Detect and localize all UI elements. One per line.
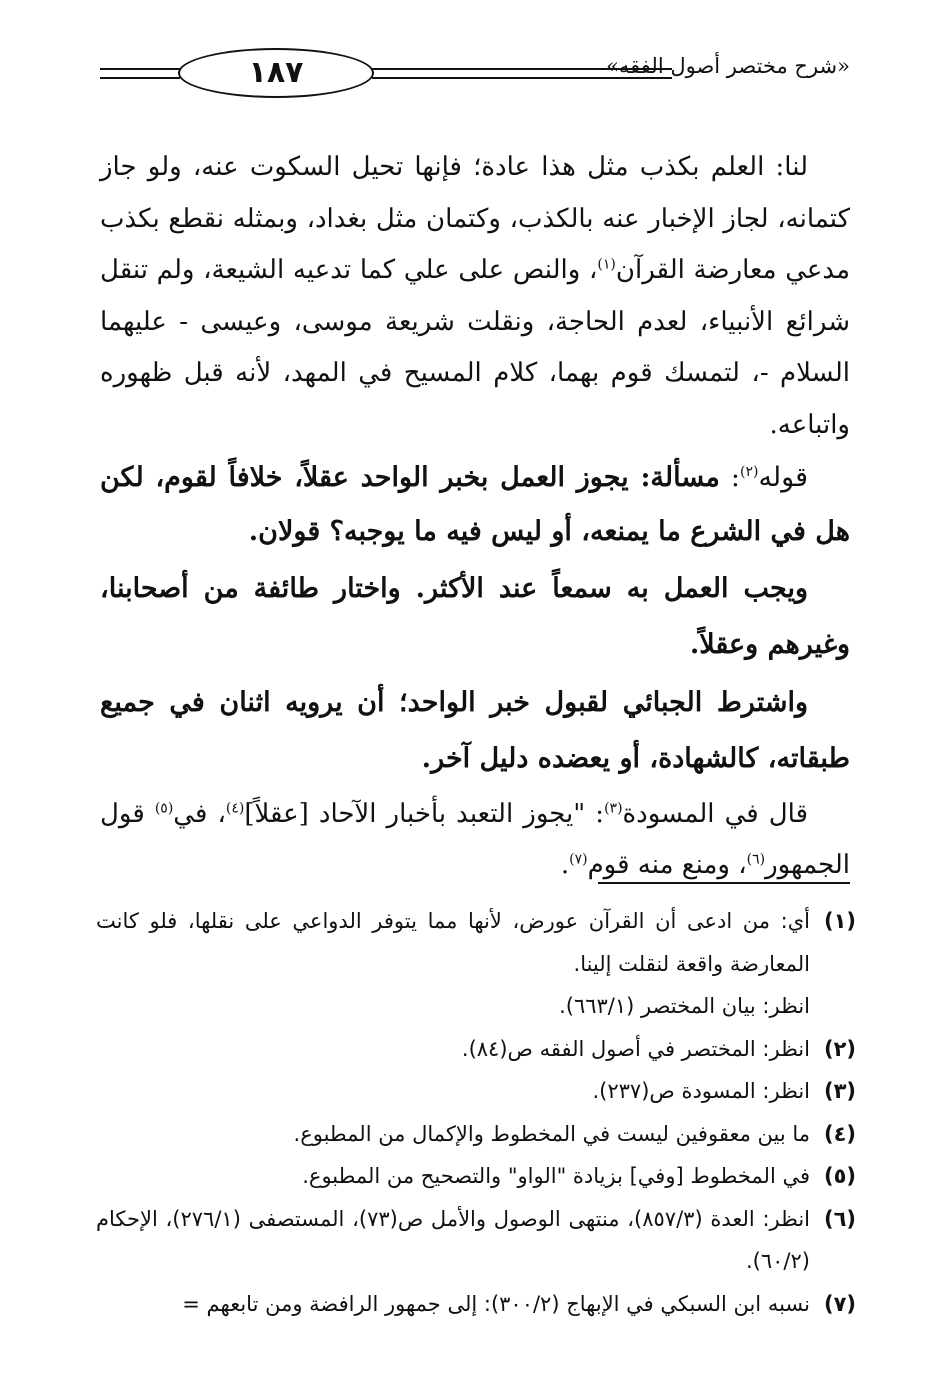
footnote-2 xyxy=(96,1028,856,1071)
paragraph-argument xyxy=(100,142,850,451)
footnote-number: (٤) xyxy=(823,1121,856,1146)
footnote-ref-2[interactable]: (٢) xyxy=(739,464,759,480)
footnote-7 xyxy=(96,1283,856,1326)
page-number: ١٨٧ xyxy=(248,55,304,90)
footnote-ref-3[interactable]: (٣) xyxy=(604,800,623,817)
paragraph-bold-2: ويجب العمل به سمعاً عند الأكثر. واختار طائفة من أصحابنا، وغيرهم وعقلاً. xyxy=(100,573,850,660)
footnote-number: (٢) xyxy=(823,1036,856,1061)
quote-part-f: . xyxy=(560,850,570,880)
footnote-text: نسبه ابن السبكي في الإبهاج (٣٠٠/٢): إلى جمهور الرافضة ومن تابعهم = xyxy=(182,1291,810,1316)
footnote-3 xyxy=(96,1070,856,1113)
footnote-number: (٧) xyxy=(823,1291,856,1316)
footnote-text: ما بين معقوفين ليست في المخطوط والإكمال من المطبوع. xyxy=(293,1121,810,1146)
quote-part-e: ، ومنع منه قوم xyxy=(587,850,747,880)
footnotes xyxy=(96,900,856,1325)
footnote-5 xyxy=(96,1155,856,1198)
header-rule-left xyxy=(100,68,180,79)
footnote-6 xyxy=(96,1198,856,1283)
paragraph-quote xyxy=(100,789,850,891)
footnote-text: أي: من ادعى أن القرآن عورض، لأنها مما يتوفر الدواعي على نقلها، فلو كانت المعارضة واقعة لنقلت إلينا. xyxy=(96,909,810,976)
paragraph-bold-3: واشترط الجبائي لقبول خبر الواحد؛ أن يرويه اثنان في جميع طبقاته، كالشهادة، أو يعضده دليل آخر. xyxy=(100,687,850,774)
footnote-number: (٥) xyxy=(823,1164,856,1188)
footnote-text: انظر: المسودة ص(٢٣٧). xyxy=(592,1079,810,1103)
footnote-text: في المخطوط [وفي] بزيادة "الواو" والتصحيح من المطبوع. xyxy=(302,1164,810,1188)
footnote-ref-5[interactable]: (٥) xyxy=(154,800,174,817)
footnote-number: (٦) xyxy=(823,1206,856,1231)
footnote-1 xyxy=(96,900,856,1028)
issue-text: مسألة: يجوز العمل بخبر الواحد عقلاً، خلافاً لقوم، لكن هل في الشرع ما يمنعه، أو ليس فيه ما يوجبه؟ قولان. xyxy=(100,462,850,547)
quote-part-b: : "يجوز التعبد بأخبار الآحاد [عقلاً] xyxy=(244,799,605,829)
footnote-4 xyxy=(96,1113,856,1156)
quote-part-d: قول الجمهور xyxy=(100,799,850,880)
footnote-text: انظر: بيان المختصر (٦٦٣/١). xyxy=(559,994,810,1018)
paragraph-text-rest: ، والنص على علي كما تدعيه الشيعة، ولم تنقل شرائع الأنبياء، لعدم الحاجة، ونقلت شريعة موسى، وعيسى - عليهما السلام -، لتمسك قوم بهما، كلام المسيح في المهد، لأنه قبل ظهوره واتباعه. xyxy=(100,255,850,440)
main-text xyxy=(100,142,850,891)
page-header xyxy=(100,46,850,106)
running-title: «شرح مختصر أصول الفقه» xyxy=(606,54,850,78)
footnote-ref-1[interactable]: (١) xyxy=(597,256,616,273)
footnote-text: انظر: المختصر في أصول الفقه ص(٨٤). xyxy=(461,1036,810,1061)
footnote-number: (١) xyxy=(823,909,856,933)
footnote-ref-4[interactable]: (٤) xyxy=(225,800,245,817)
footnote-separator xyxy=(598,882,850,884)
issue-colon: : xyxy=(719,462,740,493)
footnote-ref-7[interactable]: (٧) xyxy=(569,851,588,868)
footnote-ref-6[interactable]: (٦) xyxy=(746,851,766,868)
paragraph-text: لنا: العلم بكذب مثل هذا عادة؛ فإنها تحيل السكوت عنه، ولو جاز كتمانه، لجاز الإخبار عنه بالكذب، وكتمان مثل بغداد، وبمثله نقطع بكذب مدعي معارضة القرآن xyxy=(100,152,850,285)
footnote-text: انظر: العدة (٨٥٧/٣)، منتهى الوصول والأمل ص(٧٣)، المستصفى (٢٧٦/١)، الإحكام (٦٠/٢). xyxy=(96,1206,811,1273)
quote-part-a: قال في المسودة xyxy=(622,799,809,829)
paragraph-issue xyxy=(100,451,850,559)
issue-intro: قوله xyxy=(758,462,808,493)
page-number-badge xyxy=(178,48,374,98)
quote-part-c: ، في xyxy=(173,799,226,829)
footnote-number: (٣) xyxy=(823,1079,856,1103)
